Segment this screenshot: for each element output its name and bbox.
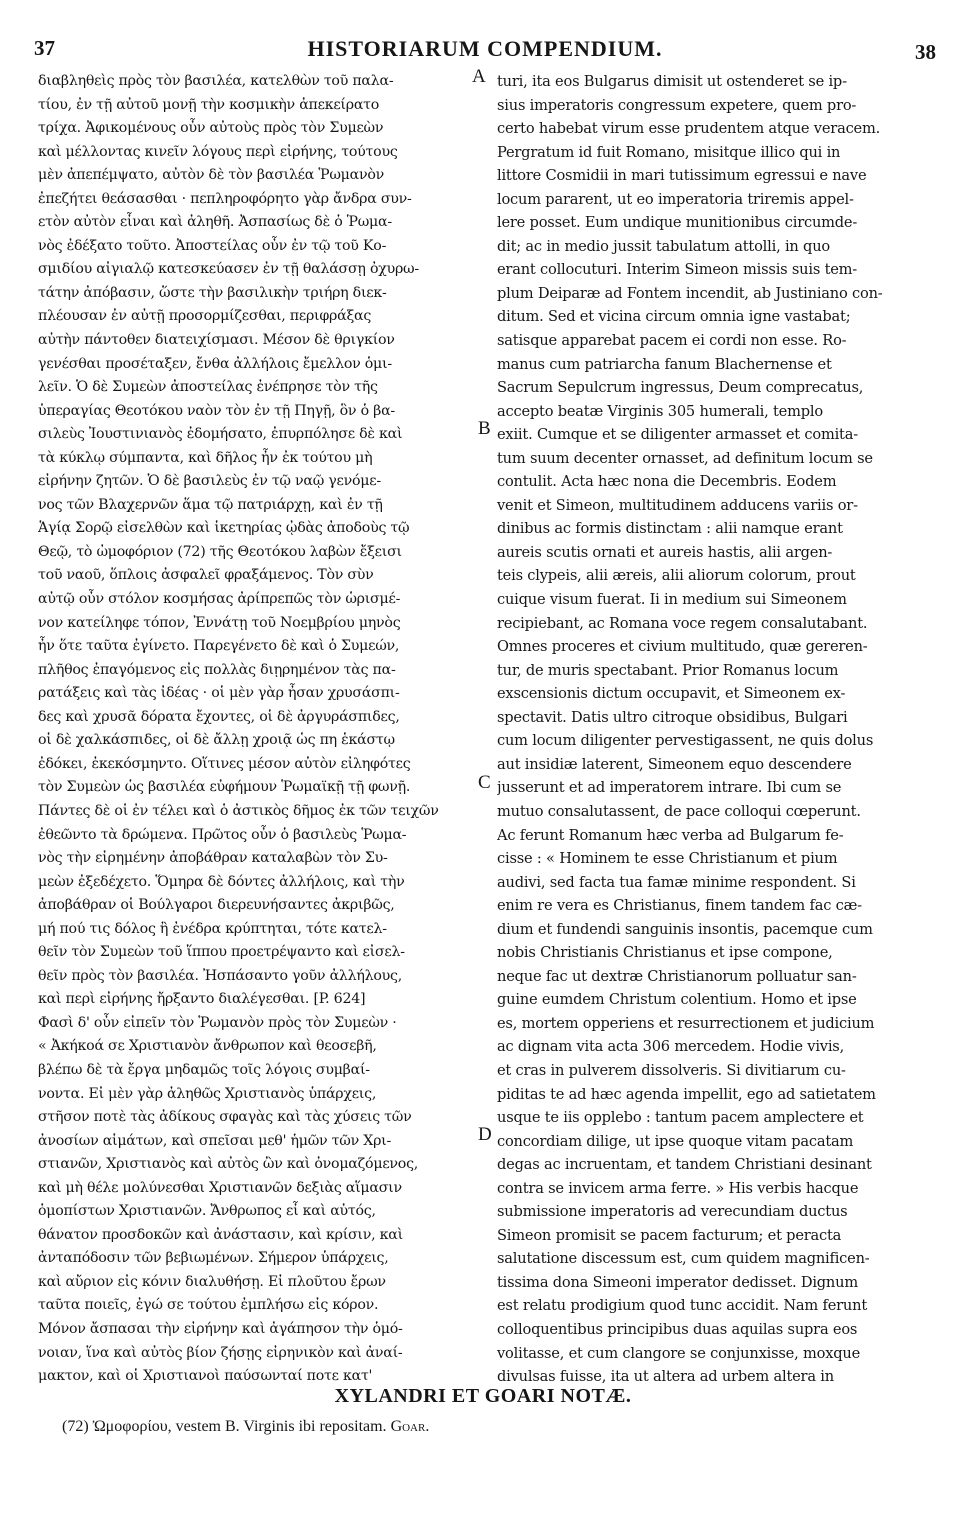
- notes-heading: XYLANDRI ET GOARI NOTÆ.: [334, 1385, 632, 1407]
- greek-text-line: οἱ δὲ χαλκάσπιδες, οἱ δὲ ἄλλῃ χροιᾷ ὡς πη ἑκάστῳ: [38, 732, 395, 749]
- margin-marker-a: A: [472, 66, 486, 87]
- latin-text-line: mutuo consalutassent, de pace colloqui cœperunt.: [497, 802, 861, 820]
- latin-text-line: ac dignam vita acta 306 mercedem. Hodie vivis,: [497, 1038, 845, 1056]
- latin-text-line: manus cum patriarcha fanum Blachernense et: [497, 355, 832, 373]
- latin-text-line: degas ac incruentam, et tandem Christiani desinant: [497, 1156, 872, 1174]
- latin-text-line: concordiam dilige, ut ipse quoque vitam pacatam: [497, 1132, 854, 1150]
- margin-marker-b: B: [478, 418, 491, 439]
- latin-text-line: guine eumdem Christum colentium. Homo et ipse: [497, 991, 857, 1009]
- latin-text-line: lere posset. Eum undique munitionibus circumde-: [497, 214, 858, 232]
- greek-text-line: νοντα. Εἰ μὲν γὰρ ἀληθῶς Χριστιανὸς ὑπάρχεις,: [38, 1085, 377, 1102]
- running-head: [34, 22, 936, 62]
- footnote: [62, 1418, 429, 1436]
- latin-text-line: satisque apparebat pacem ei cordi non esse. Ro-: [497, 332, 847, 350]
- latin-text-line: jusserunt et ad imperatorem intrare. Ibi cum se: [497, 779, 842, 797]
- latin-text-line: et cras in pulverem dissolveris. Si divitiarum cu-: [497, 1061, 846, 1079]
- greek-text-line: λεῖν. Ὁ δὲ Συμεὼν ἀποστείλας ἐνέπρησε τὸν τῆς: [38, 379, 378, 396]
- greek-text-line: μακτον, καὶ οἱ Χριστιανοὶ παύσωνταί ποτε κατ': [38, 1368, 373, 1385]
- latin-text-line: locum pararent, ut eo imperatoria triremis appel-: [497, 190, 854, 208]
- greek-text-line: τρίχα. Ἀφικομένους οὖν αὐτοὺς πρὸς τὸν Συμεὼν: [38, 120, 384, 137]
- greek-text-line: στῆσον ποτὲ τὰς ἀδίκους σφαγὰς καὶ τὰς χύσεις τῶν: [38, 1109, 412, 1126]
- latin-text-line: submissione imperatoris ad verecundiam ductus: [497, 1203, 848, 1221]
- greek-text-line: ὑπεραγίας Θεοτόκου ναὸν τὸν ἐν τῇ Πηγῇ, ὃν ὁ βα-: [38, 402, 395, 419]
- greek-text-line: σμιδίου αἰγιαλῷ κατεσκεύασεν ἐν τῇ θαλάσσῃ ὀχυρω-: [38, 261, 419, 278]
- latin-text-line: est relatu prodigium quod tunc accidit. Nam ferunt: [497, 1297, 867, 1315]
- margin-marker-c: C: [478, 772, 491, 793]
- margin-marker-d: D: [478, 1124, 492, 1145]
- greek-text-line: στιανῶν, Χριστιανὸς καὶ αὐτὸς ὢν καὶ ὀνομαζόμενος,: [38, 1156, 419, 1173]
- greek-text-line: πλῆθος ἐπαγόμενος εἰς πολλὰς διῃρημένον τὰς πα-: [38, 661, 396, 678]
- greek-text-line: πλέουσαν ἐν αὐτῇ προσορμίζεσθαι, περιφράξας: [38, 308, 372, 325]
- greek-text-line: καὶ μέλλοντας κινεῖν λόγους περὶ εἰρήνης, τούτους: [38, 143, 398, 160]
- latin-text-line: aut insidiæ laterent, Simeonem equo descendere: [497, 755, 852, 773]
- latin-text-line: turi, ita eos Bulgarus dimisit ut ostenderet se ip-: [497, 73, 847, 90]
- greek-text-line: νὸς ἐδέξατο τοῦτο. Ἀποστείλας οὖν ἐν τῷ τοῦ Κο-: [38, 237, 387, 254]
- latin-text-line: dit; ac in medio jussit tabulatum attolli, in quo: [497, 237, 830, 255]
- greek-text-line: ἐδόκει, ἐκεκόσμηντο. Οἵτινες μέσον αὐτὸν εἰληφότες: [38, 755, 411, 772]
- greek-text-line: ἦν ὅτε ταῦτα ἐγίνετο. Παρεγένετο δὲ καὶ ὁ Συμεών,: [38, 638, 400, 655]
- latin-text-line: venit et Simeon, multitudinem adducens variis or-: [497, 496, 858, 514]
- greek-text-line: θεῖν τὸν Συμεὼν τοῦ ἵππου προετρέψαντο καὶ εἰσελ-: [38, 944, 405, 961]
- greek-text-line: ρατάξεις καὶ τὰς ἰδέας · οἱ μὲν γὰρ ἦσαν χρυσάσπι-: [38, 685, 400, 702]
- column-gutter: [492, 72, 493, 1372]
- latin-text-line: teis clypeis, alii æreis, alii aliorum colorum, prout: [497, 567, 856, 585]
- latin-text-line: contra se invicem arma ferre. » His verbis hacque: [497, 1179, 859, 1197]
- latin-text-line: Simeon promisit se pacem facturum; et peracta: [497, 1226, 842, 1244]
- greek-text-line: τὰ κύκλῳ σύμπαντα, καὶ δῆλος ἦν ἐκ τούτου μὴ: [38, 449, 373, 466]
- greek-text-line: σιλεὺς Ἰουστινιανὸς ἐδομήσατο, ἐπυρπόλησε δὲ καὶ: [38, 426, 403, 443]
- greek-text-line: εἰρήνην ζητῶν. Ὁ δὲ βασιλεὺς ἐν τῷ ναῷ γενόμε-: [38, 473, 381, 490]
- latin-text-line: exiit. Cumque et se diligenter armasset et comita-: [497, 426, 858, 444]
- latin-text-line: sius imperatoris congressum expetere, quem pro-: [497, 96, 857, 114]
- greek-text-line: μεὼν ἐξεδέχετο. Ὅμηρα δὲ δόντες ἀλλήλοις, καὶ τὴν: [38, 873, 405, 890]
- latin-text-line: recipiebant, ac Romana voce regem consalutabant.: [497, 614, 868, 632]
- greek-text-line: τὸν Συμεὼν ὡς βασιλέα εὐφήμουν Ῥωμαϊκῇ τῇ φωνῇ.: [38, 779, 411, 796]
- latin-text-line: cuique visum fuerat. Ii in medium sui Simeonem: [497, 591, 847, 609]
- latin-text-line: ditum. Sed et vicina circum omnia igne vastabat;: [497, 308, 851, 326]
- latin-text-line: Omnes proceres et civium multitudo, quæ gereren-: [497, 638, 868, 656]
- greek-text-line: θεῖν πρὸς τὸν βασιλέα. Ἠσπάσαντο γοῦν ἀλλήλους,: [38, 967, 402, 984]
- latin-text-line: aureis scutis ornati et aureis hastis, alii argen-: [497, 543, 833, 561]
- greek-text-line: βλέπω δὲ τὰ ἔργα μηδαμῶς τοῖς λόγοις συμβαί-: [38, 1061, 370, 1078]
- greek-text-line: ἐπεζήτει θεάσασθαι · πεπληροφόρητο γὰρ ἄνδρα συν-: [38, 190, 412, 207]
- greek-text-line: θάνατον προσδοκῶν καὶ ἀνάστασιν, καὶ κρίσιν, καὶ: [38, 1226, 403, 1243]
- latin-text-line: neque fac ut dextræ Christianorum polluatur san-: [497, 967, 857, 985]
- latin-text-line: Ac ferunt Romanum hæc verba ad Bulgarum fe-: [497, 826, 844, 844]
- greek-text-line: καὶ μὴ θέλε μολύνεσθαι Χριστιανῶν δεξιὰς αἵμασιν: [38, 1179, 402, 1196]
- latin-text-line: salutatione discessum est, cum quidem magnificen-: [497, 1250, 870, 1268]
- latin-text-line: tissima dona Simeoni imperator dedisset. Dignum: [497, 1273, 858, 1291]
- latin-text-line: tum suum decenter ornasset, ad definitum locum se: [497, 449, 873, 467]
- footnote-ref: (72): [62, 1418, 89, 1435]
- latin-text-line: nobis Christianis Christianus et ipse compone,: [497, 944, 833, 962]
- latin-text-line: divulsas fuisse, ita ut altera ad urbem altera in: [497, 1368, 834, 1386]
- greek-text-line: ετὸν αὐτὸν εἶναι καὶ ἀληθῆ. Ἀσπασίως δὲ ὁ Ῥωμα-: [38, 214, 392, 231]
- running-title: HISTORIARUM COMPENDIUM.: [307, 36, 663, 61]
- greek-text-line: νον κατείληφε τόπον, Ἐννάτῃ τοῦ Νοεμβρίου μηνὸς: [38, 614, 401, 631]
- latin-text-line: Sacrum Sepulcrum ingressus, Deum comprecatus,: [497, 379, 864, 397]
- latin-text-line: cum locum diligenter pervestigassent, ne quis dolus: [497, 732, 874, 750]
- latin-text-line: colloquentibus principibus duas aquilas supra eos: [497, 1320, 858, 1338]
- latin-text-line: plum Deiparæ ad Fontem incendit, ab Justiniano con-: [497, 284, 883, 302]
- greek-text-line: τάτην ἀπόβασιν, ὥστε τὴν βασιλικὴν τριήρη διεκ-: [38, 284, 387, 301]
- latin-text-line: dium et fundendi sanguinis insontis, pacemque cum: [497, 920, 873, 938]
- greek-text-line: καὶ αὔριον εἰς κόνιν διαλυθήσῃ. Εἰ πλοῦτου ἔρων: [38, 1273, 386, 1290]
- latin-text-line: certo habebat virum esse prudentem atque veracem.: [497, 120, 881, 138]
- latin-text-line: dinibus ac formis distinctam : alii namque erant: [497, 520, 843, 538]
- greek-text-line: αὐτῷ οὖν στόλον κοσμήσας ἀρίπρεπῶς τὸν ὡρισμέ-: [38, 591, 401, 608]
- footnote-author: Goar.: [390, 1418, 430, 1435]
- latin-text-line: spectavit. Datis ultro citroque obsidibus, Bulgari: [497, 708, 848, 726]
- greek-text-line: ἐθεῶντο τὰ δρώμενα. Πρῶτος οὖν ὁ βασιλεὺς Ῥωμα-: [38, 826, 407, 843]
- latin-text-line: erant collocuturi. Interim Simeon missis suis tem-: [497, 261, 858, 279]
- latin-text-line: tur, de muris spectabant. Prior Romanus locum: [497, 661, 839, 679]
- latin-text-line: littore Cosmidii in mari tutissimum egressui e nave: [497, 167, 867, 185]
- greek-text-line: Φασὶ δ' οὖν εἰπεῖν τὸν Ῥωμανὸν πρὸς τὸν Συμεὼν ·: [38, 1014, 397, 1031]
- greek-text-line: γενέσθαι προσέταξεν, ἔνθα ἀλλήλοις ἔμελλον ὁμι-: [38, 355, 392, 372]
- latin-text-line: es, mortem opperiens et resurrectionem et judicium: [497, 1014, 875, 1032]
- latin-text-line: audivi, sed facta tua famæ minime respondent. Si: [497, 873, 856, 891]
- greek-text-line: νοιαν, ἵνα καὶ αὐτὸς βίον ζήσῃς εἰρηνικὸν καὶ ἀναί-: [38, 1344, 403, 1361]
- greek-text-line: Πάντες δὲ οἱ ἐν τέλει καὶ ὁ ἀστικὸς δῆμος ἐκ τῶν τειχῶν: [38, 802, 439, 819]
- latin-text-line: cisse : « Hominem te esse Christianum et pium: [497, 850, 838, 868]
- greek-text-line: Θεῷ, τὸ ὠμοφόριον (72) τῆς Θεοτόκου λαβὼν ἔξεισι: [38, 543, 402, 560]
- right-page-number: 38: [915, 40, 936, 64]
- latin-text-line: volitasse, et cum clangore se conjunxisse, moxque: [497, 1344, 861, 1362]
- greek-text-line: ταῦτα ποιεῖς, ἐγώ σε τούτου ἐμπλήσω εἰς κόρον.: [38, 1297, 379, 1314]
- greek-text-line: νὸς τὴν εἰρημένην ἀποβάθραν καταλαβὼν τὸν Συ-: [38, 850, 388, 867]
- greek-text-line: « Ἀκήκοά σε Χριστιανὸν ἄνθρωπον καὶ θεοσεβῆ,: [38, 1038, 377, 1055]
- greek-column: [38, 70, 486, 1389]
- greek-text-line: ἀνταπόδοσιν τῶν βεβιωμένων. Σήμερον ὑπάρχεις,: [38, 1250, 389, 1267]
- greek-text-line: νος τῶν Βλαχερνῶν ἅμα τῷ πατριάρχῃ, καὶ ἐν τῇ: [38, 496, 383, 513]
- greek-text-line: ἀνοσίων αἱμάτων, καὶ σπεῖσαι μεθ' ἡμῶν τῶν Χρι-: [38, 1132, 392, 1149]
- greek-text-line: καὶ περὶ εἰρήνης ἤρξαντο διαλέγεσθαι. [P. 624]: [38, 991, 366, 1008]
- greek-text-line: μὲν ἀπεπέμψατο, αὐτὸν δὲ τὸν βασιλέα Ῥωμανὸν: [38, 167, 384, 184]
- greek-text-line: διαβληθεὶς πρὸς τὸν βασιλέα, κατελθὼν τοῦ παλα-: [38, 73, 394, 89]
- greek-text-line: τίου, ἐν τῇ αὐτοῦ μονῇ τὴν κοσμικὴν ἀπεκείρατο: [38, 96, 380, 113]
- latin-text-line: enim re vera es Christianus, finem tandem fac cæ-: [497, 897, 862, 915]
- footnote-text: Ὠμοφορίου, vestem B. Virginis ibi repositam.: [92, 1418, 387, 1435]
- greek-text-line: μή πού τις δόλος ἢ ἐνέδρα κρύπτηται, τότε κατελ-: [38, 920, 387, 937]
- latin-text-line: accepto beatæ Virginis 305 humerali, templo: [497, 402, 823, 420]
- latin-text-line: Pergratum id fuit Romano, misitque illico qui in: [497, 143, 841, 161]
- greek-text-line: Μόνον ἄσπασαι τὴν εἰρήνην καὶ ἀγάπησον τὴν ὁμό-: [38, 1320, 403, 1337]
- latin-text-line: exscensionis dictum occupavit, et Simeonem ex-: [497, 685, 846, 703]
- greek-text-line: τοῦ ναοῦ, ὅπλοις ἀσφαλεῖ φραξάμενος. Τὸν σὺν: [38, 567, 374, 584]
- greek-text-line: δες καὶ χρυσᾶ δόρατα ἔχοντες, οἱ δὲ ἀργυράσπιδες,: [38, 708, 400, 725]
- latin-column: [497, 70, 929, 1389]
- latin-text-line: usque te iis opplebo : tantum pacem amplectere et: [497, 1109, 864, 1127]
- latin-text-line: contulit. Acta hæc nona die Decembris. Eodem: [497, 473, 837, 491]
- greek-text-line: ὁμοπίστων Χριστιανῶν. Ἄνθρωπος εἶ καὶ αὐτός,: [38, 1203, 376, 1220]
- left-page-number: 37: [34, 36, 55, 60]
- latin-text-line: piditas te ad hæc agenda impellit, ego ad satietatem: [497, 1085, 876, 1103]
- greek-text-line: Ἁγίᾳ Σορῷ εἰσελθὼν καὶ ἱκετηρίας ᾠδὰς ἀποδοὺς τῷ: [38, 520, 410, 537]
- greek-text-line: αὐτὴν πάντοθεν διατειχίσμασι. Μέσον δὲ θριγκίον: [38, 332, 395, 349]
- greek-text-line: ἀποβάθραν οἱ Βούλγαροι διερευνήσαντες ἀκριβῶς,: [38, 897, 395, 914]
